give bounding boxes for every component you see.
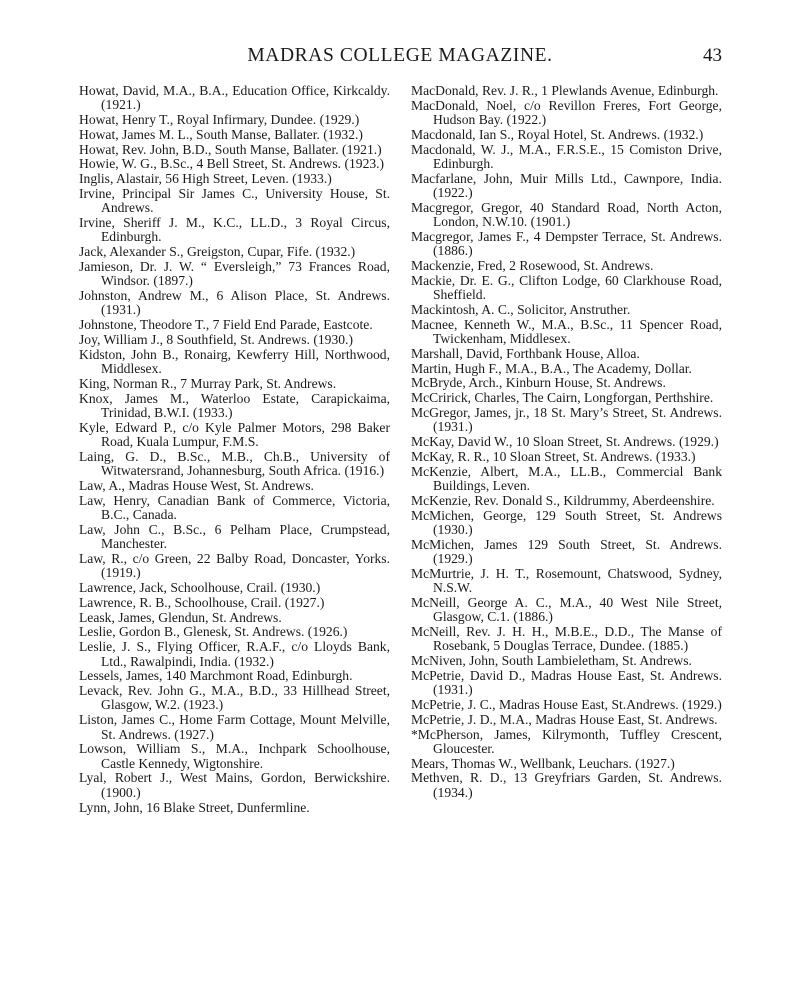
directory-entry: Macdonald, W. J., M.A., F.R.S.E., 15 Comiston Drive, Edinburgh. [411, 141, 722, 171]
directory-entry: Macfarlane, John, Muir Mills Ltd., Cawnpore, India. (1922.) [411, 170, 722, 201]
directory-entry: McNeill, George A. C., M.A., 40 West Nile Street, Glasgow, C.1. (1886.) [411, 594, 722, 625]
directory-entry: McCririck, Charles, The Cairn, Longforgan, Perthshire. [411, 390, 714, 406]
directory-entry: McGregor, James, jr., 18 St. Mary’s Street, St. Andrews. (1931.) [411, 405, 722, 435]
directory-entry: Law, R., c/o Green, 22 Balby Road, Doncaster, Yorks. (1919.) [79, 551, 390, 581]
right-column [411, 84, 722, 801]
directory-entry: Leslie, J. S., Flying Officer, R.A.F., c/o Lloyds Bank, Ltd., Rawalpindi, India. (1932.) [79, 639, 390, 669]
directory-entry: Macnee, Kenneth W., M.A., B.Sc., 11 Spencer Road, Twickenham, Middlesex. [411, 316, 722, 347]
directory-entry: Levack, Rev. John G., M.A., B.D., 33 Hillhead Street, Glasgow, W.2. (1923.) [79, 683, 390, 713]
directory-entry: McBryde, Arch., Kinburn House, St. Andrews. [411, 375, 666, 391]
directory-entry: Inglis, Alastair, 56 High Street, Leven. (1933.) [79, 171, 332, 187]
directory-entry: Joy, William J., 8 Southfield, St. Andrews. (1930.) [79, 332, 353, 348]
directory-entry: Howat, James M. L., South Manse, Ballater. (1932.) [79, 126, 363, 142]
directory-entry: Lowson, William S., M.A., Inchpark Schoolhouse, Castle Kennedy, Wigtonshire. [79, 741, 390, 771]
directory-entry: McMichen, James 129 South Street, St. Andrews. (1929.) [411, 536, 722, 566]
directory-entry: Lawrence, Jack, Schoolhouse, Crail. (1930.) [79, 580, 321, 596]
directory-entry: McPetrie, David D., Madras House East, St. Andrews. (1931.) [411, 667, 722, 698]
directory-entry: Marshall, David, Forthbank House, Alloa. [411, 345, 640, 361]
directory-entry: Methven, R. D., 13 Greyfriars Garden, St. Andrews. (1934.) [411, 770, 722, 800]
directory-entry: Johnstone, Theodore T., 7 Field End Parade, Eastcote. [79, 317, 373, 333]
directory-entry: Macgregor, Gregor, 40 Standard Road, North Acton, London, N.W.10. (1901.) [411, 199, 722, 230]
directory-entry: Law, A., Madras House West, St. Andrews. [79, 478, 314, 494]
directory-entry: King, Norman R., 7 Murray Park, St. Andrews. [79, 375, 337, 391]
directory-entry: McKay, R. R., 10 Sloan Street, St. Andrews. (1933.) [411, 448, 696, 464]
directory-entry: Kyle, Edward P., c/o Kyle Palmer Motors, 298 Baker Road, Kuala Lumpur, F.M.S. [79, 419, 390, 450]
directory-entry: MacDonald, Rev. J. R., 1 Plewlands Avenue, Edinburgh. [411, 83, 719, 98]
directory-entry: Mears, Thomas W., Wellbank, Leuchars. (1927.) [411, 755, 675, 771]
left-column [79, 84, 390, 815]
directory-entry: Leslie, Gordon B., Glenesk, St. Andrews. (1926.) [79, 624, 348, 640]
directory-entry: MacDonald, Noel, c/o Revillon Freres, Fort George, Hudson Bay. (1922.) [411, 97, 722, 128]
directory-entry: Knox, James M., Waterloo Estate, Carapickaima, Trinidad, B.W.I. (1933.) [79, 390, 390, 421]
directory-entry: Howie, W. G., B.Sc., 4 Bell Street, St. Andrews. (1923.) [79, 156, 385, 172]
directory-entry: Johnston, Andrew M., 6 Alison Place, St. Andrews. (1931.) [79, 288, 390, 318]
directory-entry: McKay, David W., 10 Sloan Street, St. Andrews. (1929.) [411, 434, 719, 450]
directory-entry: McPetrie, J. C., Madras House East, St.Andrews. (1929.) [411, 696, 722, 712]
directory-entry: McNeill, Rev. J. H. H., M.B.E., D.D., The Manse of Rosebank, 5 Douglas Terrace, Dundee. (1885.) [411, 623, 722, 654]
directory-entry: *McPherson, James, Kilrymonth, Tuffley Crescent, Gloucester. [411, 726, 722, 756]
directory-entry: Lessels, James, 140 Marchmont Road, Edinburgh. [79, 668, 353, 684]
directory-entry: Lynn, John, 16 Blake Street, Dunfermline. [79, 799, 310, 815]
directory-entry: Howat, Henry T., Royal Infirmary, Dundee. (1929.) [79, 112, 360, 128]
directory-entry: Martin, Hugh F., M.A., B.A., The Academy, Dollar. [411, 360, 692, 376]
directory-entry: McKenzie, Rev. Donald S., Kildrummy, Aberdeenshire. [411, 492, 715, 508]
magazine-title: MADRAS COLLEGE MAGAZINE. [247, 45, 553, 66]
directory-entry: McNiven, John, South Lambieletham, St. Andrews. [411, 653, 692, 669]
directory-entry: Mackintosh, A. C., Solicitor, Anstruther. [411, 301, 631, 317]
directory-entry: Kidston, John B., Ronairg, Kewferry Hill, Northwood, Middlesex. [79, 346, 390, 377]
directory-entry: Irvine, Sheriff J. M., K.C., LL.D., 3 Royal Circus, Edinburgh. [79, 215, 390, 245]
directory-entry: McMichen, George, 129 South Street, St. Andrews (1930.) [411, 507, 722, 537]
page-header [0, 44, 800, 68]
directory-entry: McKenzie, Albert, M.A., LL.B., Commercial Bank Buildings, Leven. [411, 463, 722, 494]
directory-entry: Law, Henry, Canadian Bank of Commerce, Victoria, B.C., Canada. [79, 492, 390, 523]
directory-entry: Jamieson, Dr. J. W. “ Eversleigh,” 73 Frances Road, Windsor. (1897.) [79, 259, 390, 289]
page-number: 43 [703, 45, 722, 66]
directory-entry: Jack, Alexander S., Greigston, Cupar, Fife. (1932.) [79, 244, 356, 260]
directory-entry: Laing, G. D., B.Sc., M.B., Ch.B., University of Witwatersrand, Johannesburg, South Africa. (1916.) [79, 448, 390, 479]
directory-entry: Howat, David, M.A., B.A., Education Office, Kirkcaldy. (1921.) [79, 83, 390, 113]
directory-entry: Mackie, Dr. E. G., Clifton Lodge, 60 Clarkhouse Road, Sheffield. [411, 272, 722, 303]
directory-entry: Mackenzie, Fred, 2 Rosewood, St. Andrews. [411, 258, 654, 274]
directory-entry: Leask, James, Glendun, St. Andrews. [79, 609, 282, 625]
directory-entry: Lawrence, R. B., Schoolhouse, Crail. (1927.) [79, 594, 325, 610]
directory-entry: Howat, Rev. John, B.D., South Manse, Ballater. (1921.) [79, 141, 382, 157]
directory-entry: Law, John C., B.Sc., 6 Pelham Place, Crumpstead, Manchester. [79, 521, 390, 552]
directory-entry: Liston, James C., Home Farm Cottage, Mount Melville, St. Andrews. (1927.) [79, 712, 390, 742]
directory-entry: Lyal, Robert J., West Mains, Gordon, Berwickshire. (1900.) [79, 770, 390, 800]
directory-entry: Macgregor, James F., 4 Dempster Terrace, St. Andrews. (1886.) [411, 228, 722, 259]
directory-entry: Irvine, Principal Sir James C., University House, St. Andrews. [79, 186, 390, 216]
directory-entry: McMurtrie, J. H. T., Rosemount, Chatswood, Sydney, N.S.W. [411, 565, 722, 596]
directory-entry: McPetrie, J. D., M.A., Madras House East, St. Andrews. [411, 711, 718, 727]
directory-entry: Macdonald, Ian S., Royal Hotel, St. Andrews. (1932.) [411, 126, 704, 142]
